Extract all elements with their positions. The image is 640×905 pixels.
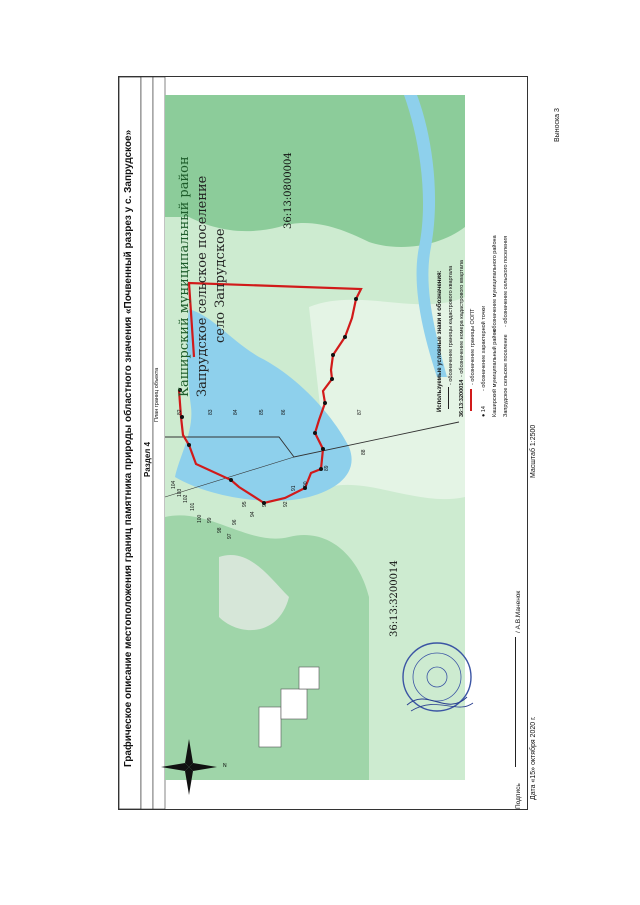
compass-letter: N [223, 763, 227, 769]
point-label: 92 [283, 501, 289, 507]
point-label: 104 [171, 480, 177, 489]
legend-item-symbol: Запрудское сельское поселение [503, 334, 509, 417]
legend-item-symbol: ● 14 [481, 406, 487, 417]
section-title: Раздел 4 [143, 441, 152, 477]
legend-item-text: - обозначение границы кадастрового квартала [448, 265, 454, 385]
point-label: 103 [177, 488, 183, 497]
point-label: 84 [233, 409, 239, 415]
legend-item-symbol: Каширский муниципальный район [492, 329, 498, 417]
signature-name: / А.В.Маненок [515, 590, 522, 633]
point-label: 90 [303, 481, 309, 487]
legend-oopt-line-icon [470, 389, 472, 411]
point-label: 91 [291, 485, 297, 491]
point-label: 82 [177, 409, 183, 415]
legend-item-text: - обозначение границы ООПТ [470, 308, 476, 385]
inset-text: Выноска 3 [554, 108, 561, 142]
district-label: Каширский муниципальный район [177, 156, 192, 397]
scale-text: Масштаб 1:2500 [530, 424, 537, 478]
point-label: 96 [232, 519, 238, 525]
cadastral-south-label: 36:13:3200014 [389, 560, 400, 637]
point-label: 88 [361, 449, 367, 455]
settlement-label: Запрудское сельское поселение [195, 175, 210, 397]
legend-heading: Используемые условные знаки и обозначения: [437, 270, 443, 412]
point-label: 87 [357, 409, 363, 415]
doc-title: Графическое описание местоположения границ памятника природы областного значения «Почвенный разрез у с. Запрудское» [123, 129, 134, 767]
point-label: 100 [197, 514, 203, 523]
legend-item-text: - обозначение муниципального района [492, 235, 498, 335]
legend-item-text: - обозначение характерной точки [481, 305, 487, 391]
point-label: 86 [281, 409, 287, 415]
map-sheet [118, 76, 528, 810]
point-label: 102 [183, 494, 189, 503]
signature-label: Подпись [515, 783, 522, 809]
point-label: 89 [324, 465, 330, 471]
point-label: 93 [262, 501, 268, 507]
legend-item-symbol: 36:13:3200014 [459, 379, 465, 417]
point-label: 94 [250, 511, 256, 517]
signature-line [515, 637, 516, 767]
legend-cadastral-line-icon [448, 387, 449, 409]
point-label: 99 [207, 517, 213, 523]
village-label: село Запрудское [213, 228, 228, 343]
legend-item-text: - обозначение номера кадастрового квартала [459, 260, 465, 377]
point-label: 98 [217, 527, 223, 533]
cadastral-north-label: 36:13:0800004 [283, 152, 294, 229]
point-label: 85 [259, 409, 265, 415]
date-text: Дата «15» октября 2020 г. [530, 716, 537, 800]
point-label: 97 [227, 533, 233, 539]
legend-item-text: - обозначение сельского поселения [503, 235, 509, 327]
point-label: 83 [208, 409, 214, 415]
point-label: 95 [242, 501, 248, 507]
point-label: 101 [190, 502, 196, 511]
plan-label: План границ объекта [154, 367, 160, 422]
